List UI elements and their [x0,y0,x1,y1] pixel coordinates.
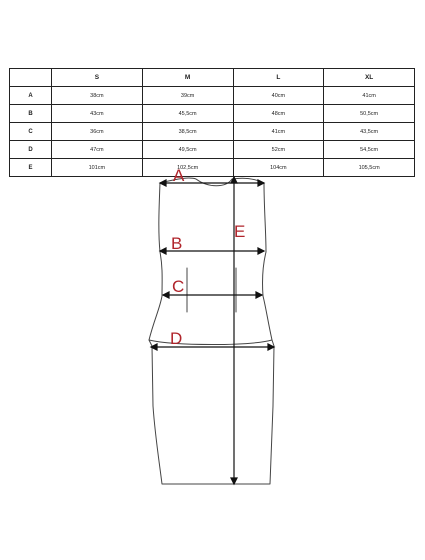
table-cell: 102,5cm [142,159,233,177]
table-row [10,105,415,123]
dress-outline [149,178,274,484]
arrow-head [258,248,264,254]
arrow-head [160,248,166,254]
row-label: E [10,159,52,177]
table-cell: 39cm [142,87,233,105]
arrow-head [268,344,274,350]
table-cell: 43cm [52,105,143,123]
table-cell: 40cm [233,87,324,105]
row-label: A [10,87,52,105]
label-e: E [234,222,246,241]
row-label: B [10,105,52,123]
table-cell: 43,5cm [324,123,415,141]
table-cell: 41cm [324,87,415,105]
table-cell: 48cm [233,105,324,123]
header-cell-l: L [233,69,324,87]
header-cell-xl: XL [324,69,415,87]
arrow-head [258,180,264,186]
table-row [10,123,415,141]
label-a: A [173,166,185,185]
label-d: D [170,329,183,348]
table-cell: 52cm [233,141,324,159]
header-cell-empty [10,69,52,87]
table-cell: 104cm [233,159,324,177]
arrow-head [256,292,262,298]
table-cell: 47cm [52,141,143,159]
arrow-head [231,478,237,484]
arrow-head [231,177,237,183]
label-b: B [171,234,183,253]
row-label: C [10,123,52,141]
header-cell-s: S [52,69,143,87]
row-label: D [10,141,52,159]
table-cell: 36cm [52,123,143,141]
table-cell: 49,5cm [142,141,233,159]
dress-measurement-diagram [0,160,425,560]
table-cell: 105,5cm [324,159,415,177]
peplum-seam [149,340,272,345]
table-cell: 38,5cm [142,123,233,141]
header-cell-m: M [142,69,233,87]
table-cell: 101cm [52,159,143,177]
arrow-head [163,292,169,298]
arrow-head [160,180,166,186]
table-cell: 41cm [233,123,324,141]
table-cell: 45,5cm [142,105,233,123]
label-c: C [172,277,185,296]
table-row [10,87,415,105]
table-row [10,141,415,159]
table-cell: 38cm [52,87,143,105]
table-cell: 54,5cm [324,141,415,159]
table-cell: 50,5cm [324,105,415,123]
table-header-row [10,69,415,87]
